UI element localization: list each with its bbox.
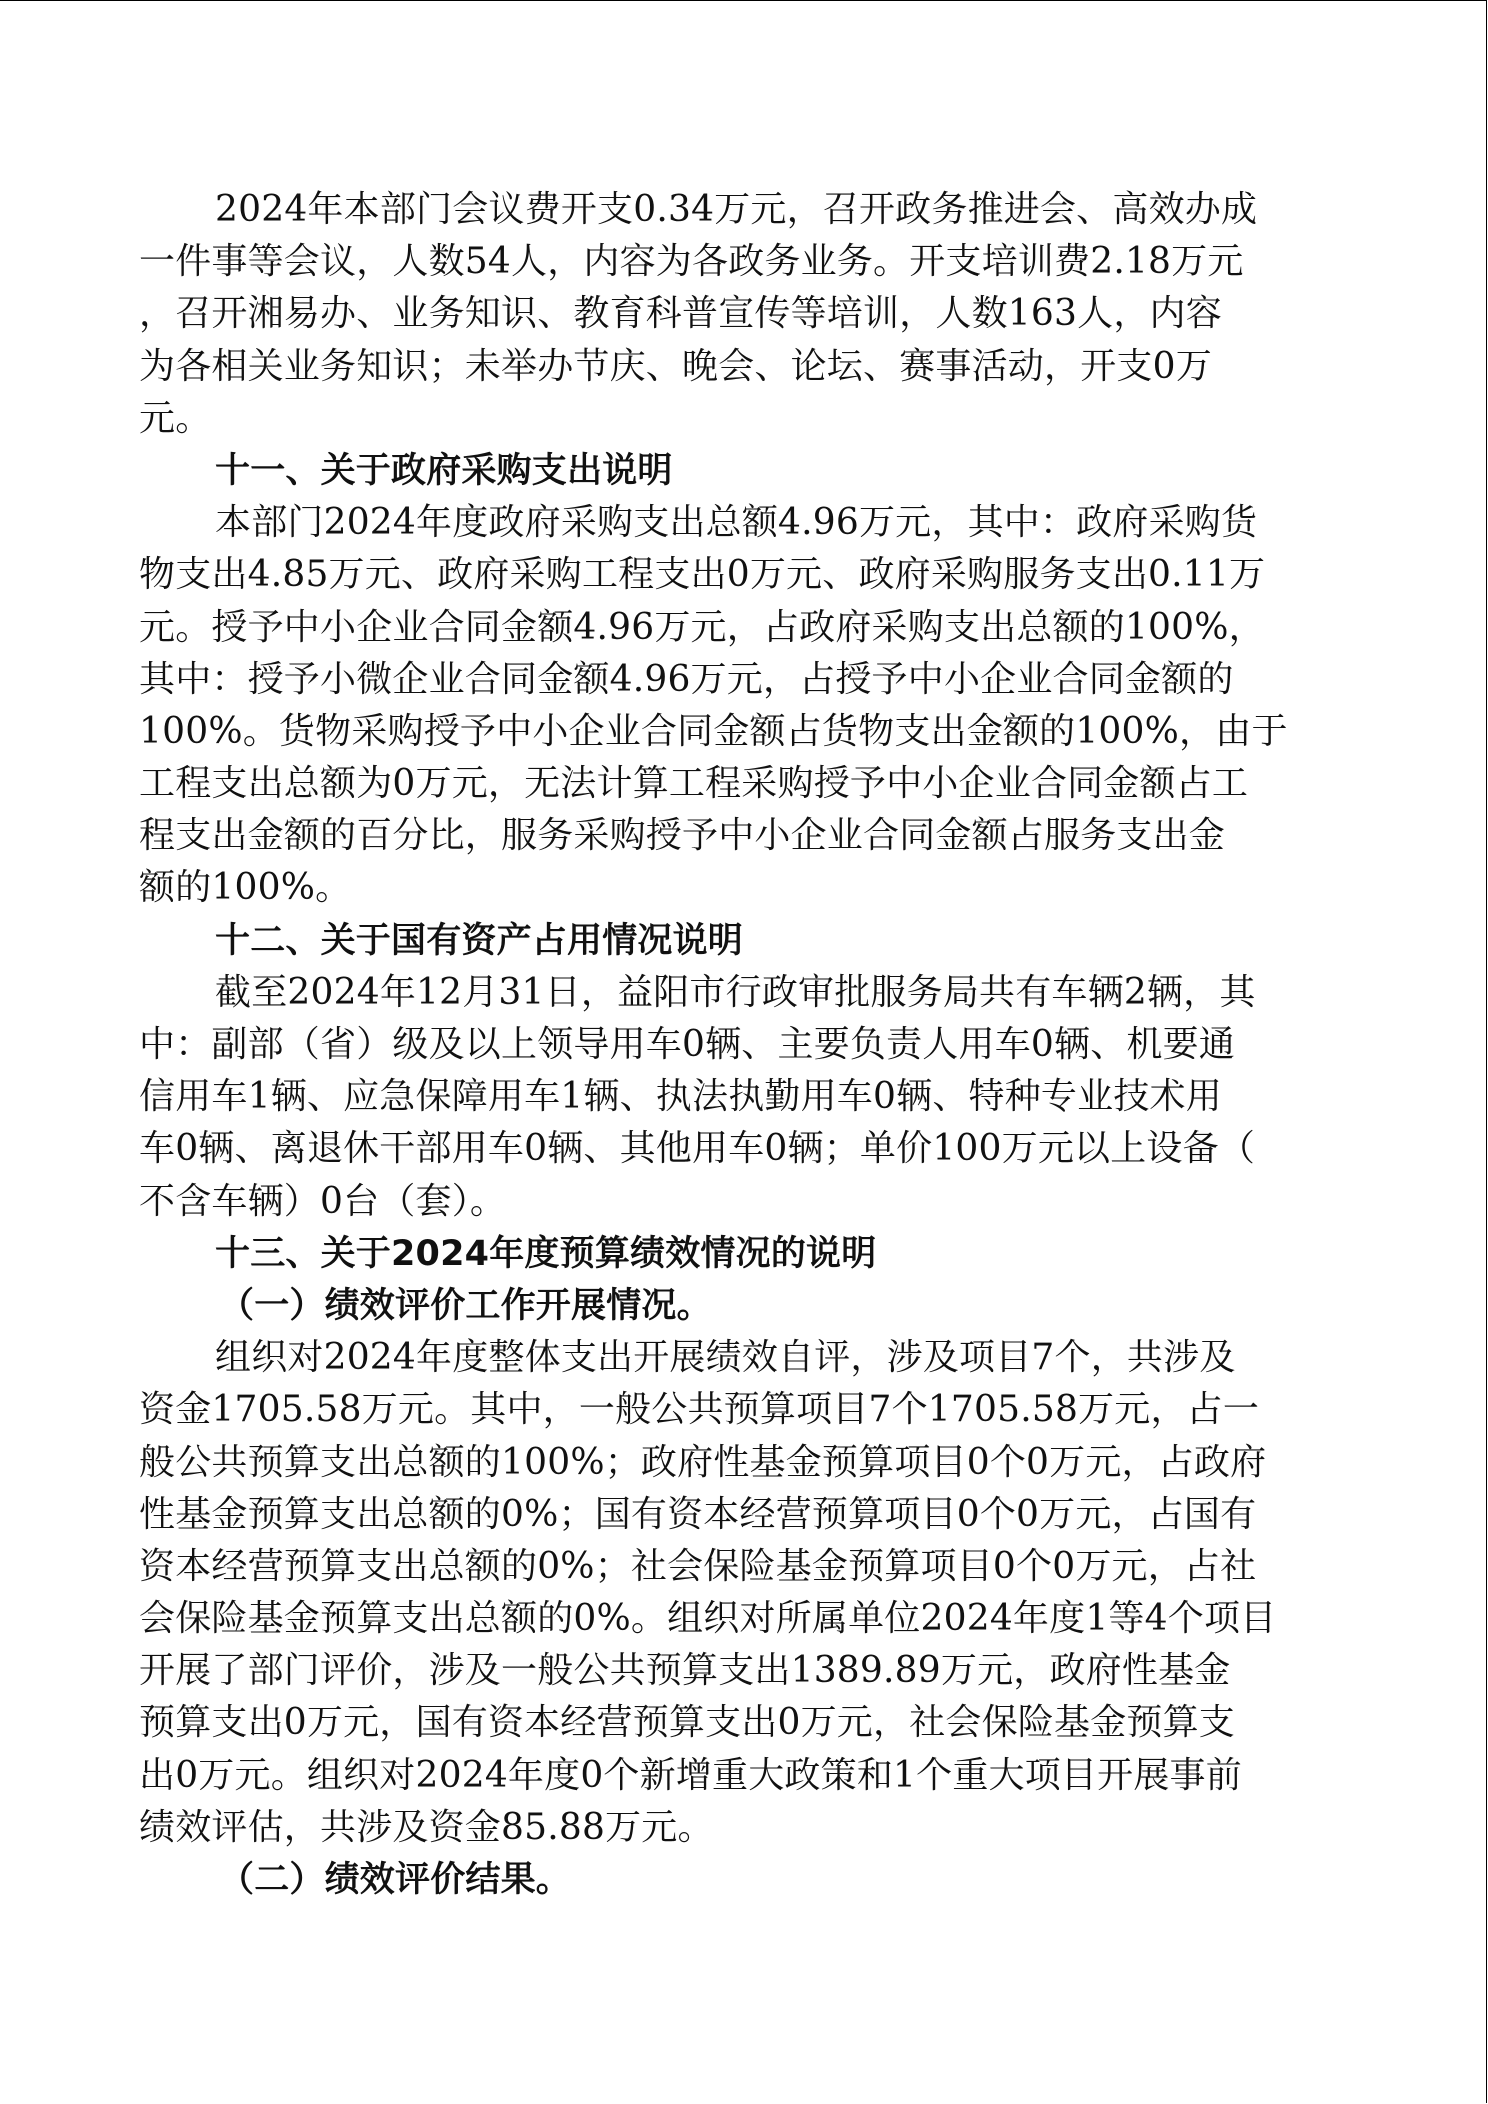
paragraph (139, 1332, 1359, 1854)
text-line: ，召开湘易办、业务知识、教育科普宣传等培训，人数163人，内容 (139, 293, 1222, 335)
text-line: 十三、关于2024年度预算绩效情况的说明 (215, 1233, 877, 1274)
text-line: 车0辆、离退休干部用车0辆、其他用车0辆；单价100万元以上设备（ (139, 1128, 1256, 1170)
text-line: 工程支出总额为0万元，无法计算工程采购授予中小企业合同金额占工 (139, 763, 1249, 805)
paragraph (139, 497, 1359, 915)
text-line: 会保险基金预算支出总额的0%。组织对所属单位2024年度1等4个项目 (139, 1598, 1277, 1640)
text-line: 性基金预算支出总额的0%；国有资本经营预算项目0个0万元，占国有 (139, 1493, 1257, 1535)
text-line: 十二、关于国有资产占用情况说明 (215, 920, 744, 961)
text-line: 资金1705.58万元。其中，一般公共预算项目7个1705.58万元，占一 (139, 1389, 1260, 1431)
text-line: 截至2024年12月31日，益阳市行政审批服务局共有车辆2辆，其 (215, 971, 1256, 1013)
text-line: 中：副部（省）级及以上领导用车0辆、主要负责人用车0辆、机要通 (139, 1024, 1236, 1065)
text-line: 绩效评估，共涉及资金85.88万元。 (139, 1806, 714, 1848)
section-heading (139, 1228, 1359, 1280)
text-line: 一件事等会议，人数54人，内容为各政务业务。开支培训费2.18万元 (139, 241, 1244, 283)
text-line: 物支出4.85万元、政府采购工程支出0万元、政府采购服务支出0.11万 (139, 554, 1266, 596)
subsection-heading (139, 1854, 1359, 1906)
paragraph (139, 184, 1359, 445)
text-line: 2024年本部门会议费开支0.34万元，召开政务推进会、高效办成 (215, 189, 1258, 230)
text-line: 额的100%。 (139, 867, 352, 909)
section-heading (139, 915, 1359, 967)
text-line: 程支出金额的百分比，服务采购授予中小企业合同金额占服务支出金 (139, 815, 1226, 857)
text-line: （二）绩效评价结果。 (219, 1860, 572, 1900)
text-line: 为各相关业务知识；未举办节庆、晚会、论坛、赛事活动，开支0万 (139, 345, 1212, 387)
subsection-heading (139, 1280, 1359, 1332)
text-line: 100%。货物采购授予中小企业合同金额占货物支出金额的100%，由于 (139, 710, 1288, 752)
text-line: 十一、关于政府采购支出说明 (215, 450, 673, 491)
text-line: 组织对2024年度整体支出开展绩效自评，涉及项目7个，共涉及 (215, 1337, 1236, 1379)
text-line: 本部门2024年度政府采购支出总额4.96万元，其中：政府采购货 (215, 502, 1258, 544)
text-line: 其中：授予小微企业合同金额4.96万元，占授予中小企业合同金额的 (139, 658, 1234, 700)
section-heading (139, 445, 1359, 497)
text-line: 出0万元。组织对2024年度0个新增重大政策和1个重大项目开展事前 (139, 1754, 1242, 1796)
text-line: 元。授予中小企业合同金额4.96万元，占政府采购支出总额的100%， (139, 606, 1265, 648)
document-body (139, 184, 1359, 1906)
text-line: 开展了部门评价，涉及一般公共预算支出1389.89万元，政府性基金 (139, 1650, 1231, 1692)
text-line: 元。 (139, 397, 212, 439)
text-line: 般公共预算支出总额的100%；政府性基金预算项目0个0万元，占政府 (139, 1441, 1267, 1483)
text-line: 信用车1辆、应急保障用车1辆、执法执勤用车0辆、特种专业技术用 (139, 1076, 1222, 1118)
text-line: 不含车辆）0台（套）。 (139, 1180, 507, 1222)
text-line: 预算支出0万元，国有资本经营预算支出0万元，社会保险基金预算支 (139, 1702, 1236, 1744)
paragraph (139, 967, 1359, 1228)
text-line: （一）绩效评价工作开展情况。 (219, 1285, 712, 1326)
text-line: 资本经营预算支出总额的0%；社会保险基金预算项目0个0万元，占社 (139, 1545, 1257, 1587)
